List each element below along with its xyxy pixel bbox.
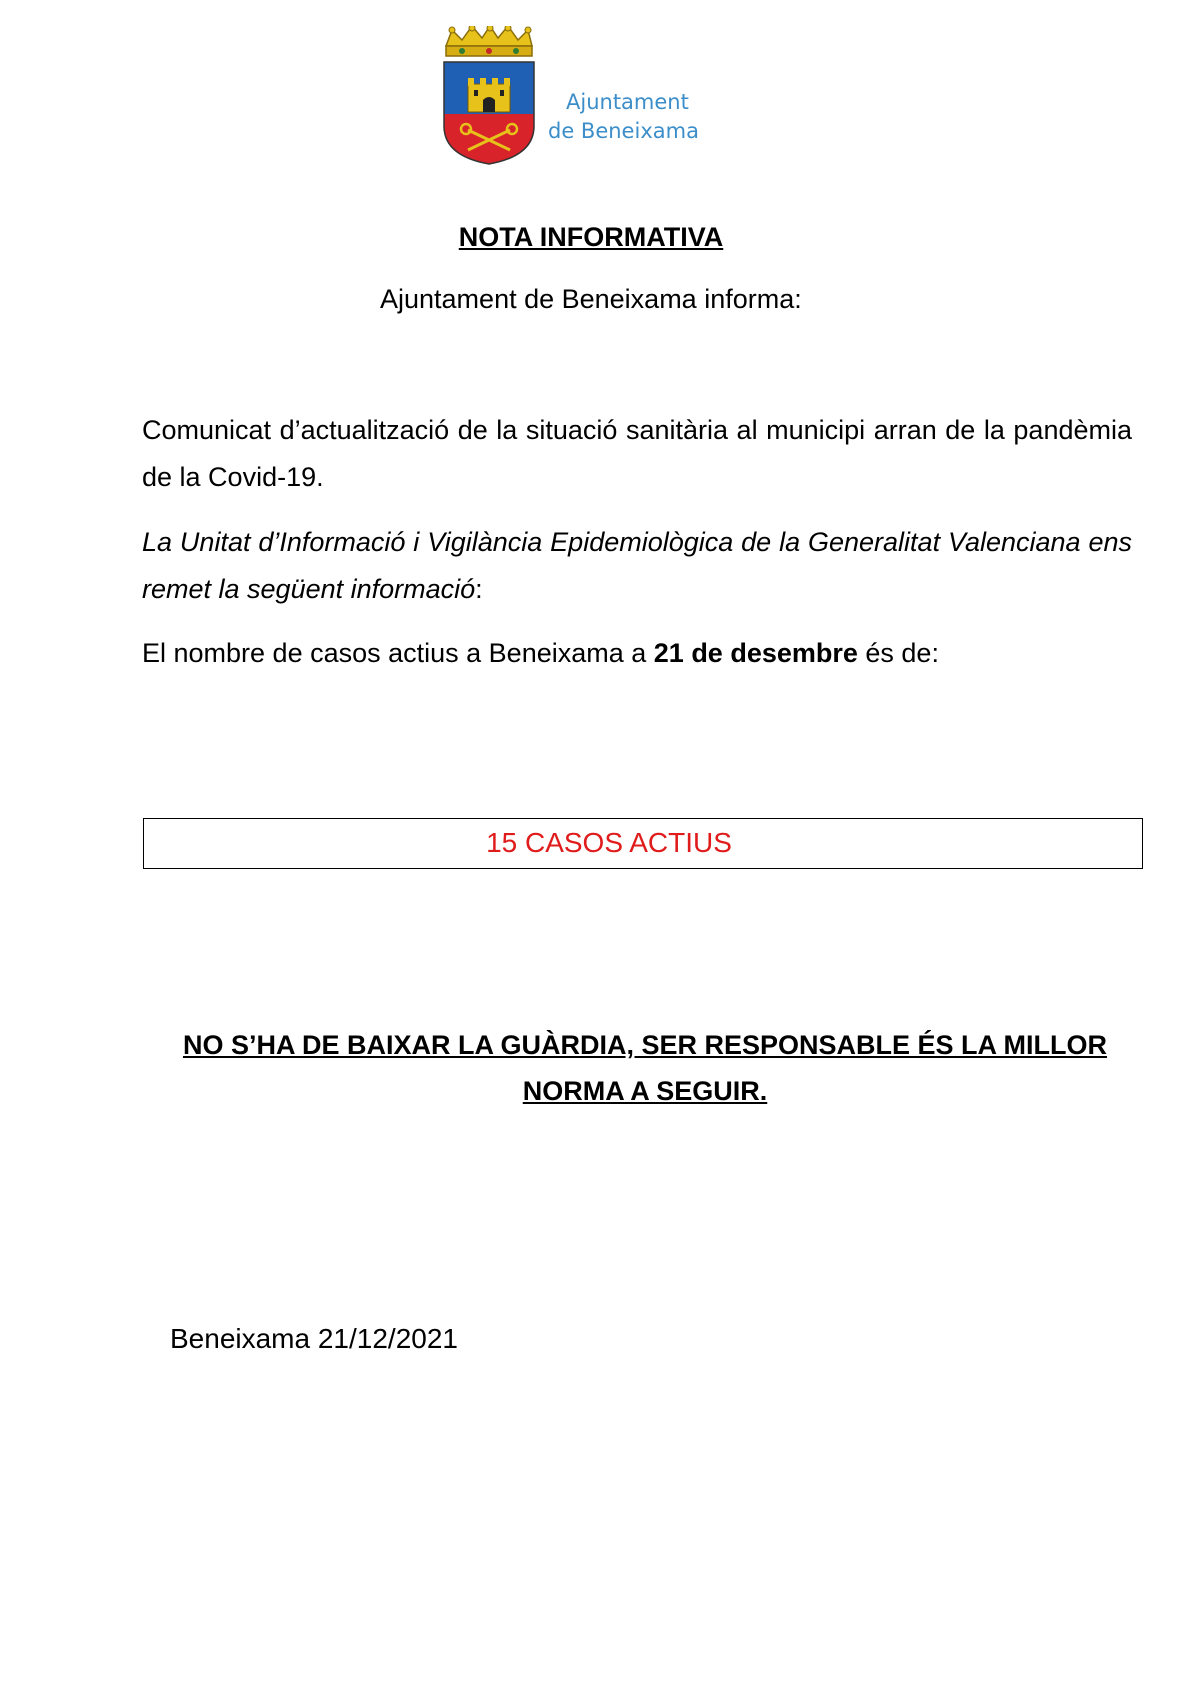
- logo-line-2: de Beneixama: [548, 119, 699, 143]
- logo-line-1: Ajuntament: [566, 90, 689, 114]
- warning-message: NO S’HA DE BAIXAR LA GUÀRDIA, SER RESPONSABLE ÉS LA MILLOR NORMA A SEGUIR.: [182, 1030, 1108, 1106]
- active-cases-box: [143, 818, 1143, 869]
- dateline: Beneixama 21/12/2021: [170, 1323, 458, 1354]
- case-count-date: 21 de desembre: [653, 638, 858, 668]
- coat-of-arms-icon: [438, 26, 538, 166]
- logo-wordmark: [548, 88, 699, 146]
- case-count-lead: El nombre de casos actius a Beneixama a: [142, 638, 654, 668]
- intro-line: Ajuntament de Beneixama informa:: [380, 284, 802, 314]
- document-title-text: NOTA INFORMATIVA: [458, 222, 724, 252]
- paragraph-case-count: [142, 630, 1132, 677]
- source-text: La Unitat d’Informació i Vigilància Epidemiològica de la Generalitat Valenciana ens remet la següent informació: [142, 527, 1132, 604]
- case-count-tail: és de:: [857, 638, 939, 668]
- paragraph-announcement: Comunicat d’actualització de la situació sanitària al municipi arran de la pandèmia de la Covid-19.: [142, 415, 1132, 492]
- source-colon: :: [475, 574, 483, 604]
- municipal-logo: [438, 26, 738, 166]
- active-cases-text: 15 CASOS ACTIUS: [486, 827, 732, 858]
- paragraph-source: [142, 519, 1132, 613]
- document-title: [0, 222, 1190, 253]
